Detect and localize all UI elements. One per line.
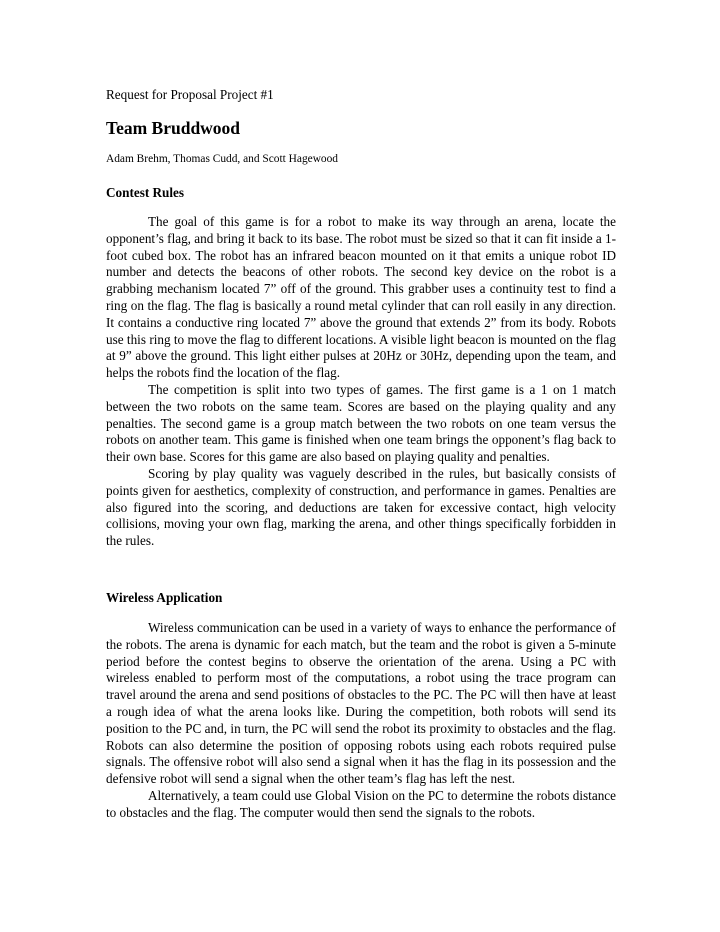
- contest-rules-paragraph-3: Scoring by play quality was vaguely described in the rules, but basically consists of points given for aesthetics, complexity of construction, and performance in games. Penalties are also figured into the scoring, and deductions are taken for excessive contact, high velocity collisions, moving your own flag, marking the arena, and other things specifically forbidden in the rules.: [106, 465, 616, 549]
- contest-rules-paragraph-2: The competition is split into two types of games. The first game is a 1 on 1 match between the two robots on the same team. Scores are based on the playing quality and any penalties. The second game is a group match between the two robots on one team versus the robots on another team. This game is finished when one team brings the opponent’s flag back to their own base. Scores for this game are also based on playing quality and penalties.: [106, 381, 616, 465]
- contest-rules-heading: Contest Rules: [106, 185, 185, 200]
- wireless-application-body: [106, 620, 616, 822]
- wireless-application-heading: Wireless Application: [106, 590, 223, 605]
- authors-line: Adam Brehm, Thomas Cudd, and Scott Hagewood: [106, 153, 339, 165]
- team-title: Team Bruddwood: [106, 118, 241, 138]
- proposal-line: Request for Proposal Project #1: [106, 87, 274, 102]
- wireless-paragraph-2: Alternatively, a team could use Global Vision on the PC to determine the robots distance to obstacles and the flag. The computer would then send the signals to the robots.: [106, 787, 616, 820]
- contest-rules-body: [106, 214, 616, 550]
- document-page: [106, 86, 616, 820]
- wireless-paragraph-1: Wireless communication can be used in a variety of ways to enhance the performance of the robots. The arena is dynamic for each match, but the team and the robot is given a 5-minute period before the contest begins to observe the orientation of the arena. Using a PC with wireless enabled to perform most of the computations, a robot using the trace program can travel around the arena and send positions of obstacles to the PC. The PC will then have at least a rough idea of what the arena looks like. During the competition, both robots will send its position to the PC and, in turn, the PC will send the robot its proximity to obstacles and the flag. Robots can also determine the position of opposing robots using each robots required pulse signals. The offensive robot will also send a signal when it has the flag in its possession and the defensive robot will send a signal when the other team’s flag has left the nest.: [106, 620, 616, 787]
- contest-rules-paragraph-1: The goal of this game is for a robot to make its way through an arena, locate the opponent’s flag, and bring it back to its base. The robot must be sized so that it can fit inside a 1-foot cubed box. The robot has an infrared beacon mounted on it that emits a unique robot ID number and detects the beacons of other robots. The second key device on the robot is a grabbing mechanism located 7” off of the ground. This grabber uses a continuity test to find a ring on the flag. The flag is basically a round metal cylinder that can roll easily in any direction. It contains a conductive ring located 7” above the ground that extends 2” from its body. Robots use this ring to move the flag to different locations. A visible light beacon is mounted on the flag at 9” above the ground. This light either pulses at 20Hz or 30Hz, depending upon the team, and helps the robots find the location of the flag.: [106, 214, 616, 381]
